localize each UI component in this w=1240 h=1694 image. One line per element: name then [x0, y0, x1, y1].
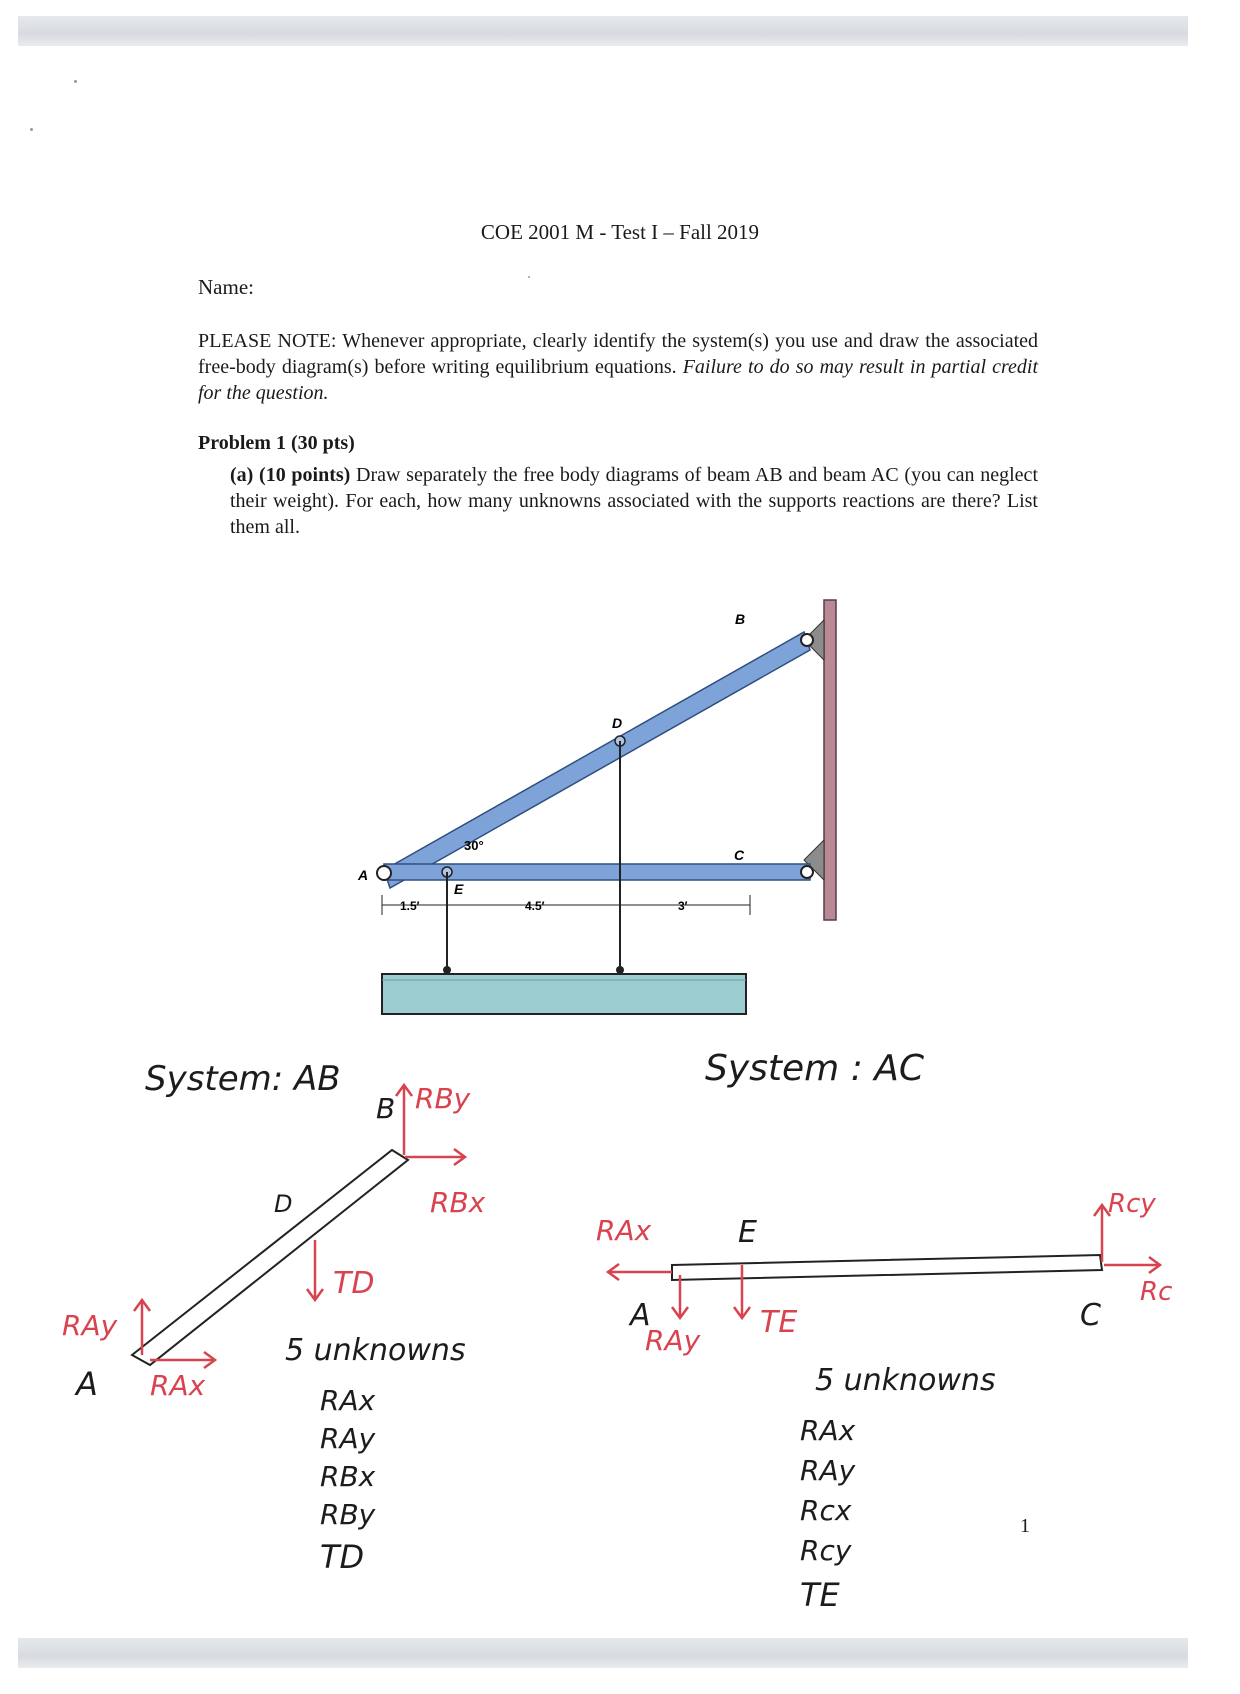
label-dim1: 1.5′: [400, 899, 420, 913]
ab-unknown-item: TD: [320, 1538, 365, 1576]
part-a-text: Draw separately the free body diagrams of beam AB and beam AC (you can neglect their weight). For each, how many unknowns associated with the supports reactions are there? List them all.: [230, 464, 1038, 538]
ab-point-a: A: [76, 1365, 98, 1403]
note-warning: Failure to do so may result in partial credit for the question.: [198, 356, 1038, 404]
ac-force-rcx: Rc: [1140, 1277, 1173, 1307]
ab-unknowns-heading: 5 unknowns: [285, 1333, 466, 1368]
ac-force-te: TE: [760, 1305, 798, 1340]
note-lead: PLEASE NOTE:: [198, 330, 337, 352]
ac-point-c: C: [1080, 1298, 1101, 1333]
problem-heading: Problem 1 (30 pts): [198, 432, 355, 454]
label-a: A: [358, 867, 369, 883]
note-text: Whenever appropriate, clearly identify the system(s) you use and draw the associated free-body diagram(s) before writing equilibrium equations.: [198, 330, 1039, 378]
ac-unknown-item: Rcy: [800, 1534, 852, 1567]
ac-unknown-item: Rcx: [800, 1494, 852, 1527]
ac-force-rax: RAx: [596, 1214, 652, 1247]
label-dim2: 4.5′: [525, 899, 545, 913]
ac-force-ray: RAy: [645, 1324, 701, 1357]
ab-force-rby: RBy: [415, 1082, 471, 1115]
label-c: C: [734, 847, 745, 863]
ab-point-d: D: [274, 1190, 293, 1218]
label-angle: 30°: [464, 838, 484, 853]
ab-unknown-item: RAx: [320, 1384, 376, 1417]
ab-unknown-item: RAy: [320, 1422, 376, 1455]
ac-unknown-item: TE: [800, 1576, 840, 1614]
part-a-points: (10 points): [259, 464, 351, 486]
ac-point-e: E: [738, 1215, 757, 1250]
label-e: E: [454, 881, 464, 897]
ab-system-label: System: AB: [145, 1059, 341, 1099]
ab-force-rax: RAx: [150, 1369, 206, 1402]
page-title: COE 2001 M - Test I – Fall 2019: [480, 220, 760, 244]
page-number: 1: [1020, 1515, 1030, 1537]
label-dim3: 3′: [678, 899, 688, 913]
part-a-tag: (a): [230, 464, 254, 486]
ac-beam-sketch: [672, 1255, 1102, 1280]
ab-point-b: B: [376, 1092, 396, 1125]
ab-unknown-item: RBx: [320, 1460, 376, 1493]
ac-unknown-item: RAy: [800, 1454, 856, 1487]
ac-system-label: System : AC: [705, 1048, 925, 1089]
ab-force-rbx: RBx: [430, 1186, 486, 1219]
name-label: Name:: [198, 275, 254, 299]
label-b: B: [735, 611, 746, 627]
ab-force-td: TD: [333, 1266, 375, 1301]
ac-point-a: A: [630, 1298, 651, 1333]
ac-force-rcy: Rcy: [1108, 1189, 1156, 1219]
ac-unknowns-heading: 5 unknowns: [815, 1363, 996, 1398]
ab-unknown-item: RBy: [320, 1498, 376, 1531]
ac-unknown-item: RAx: [800, 1414, 856, 1447]
label-d: D: [612, 715, 623, 731]
ab-force-ray: RAy: [62, 1309, 118, 1342]
